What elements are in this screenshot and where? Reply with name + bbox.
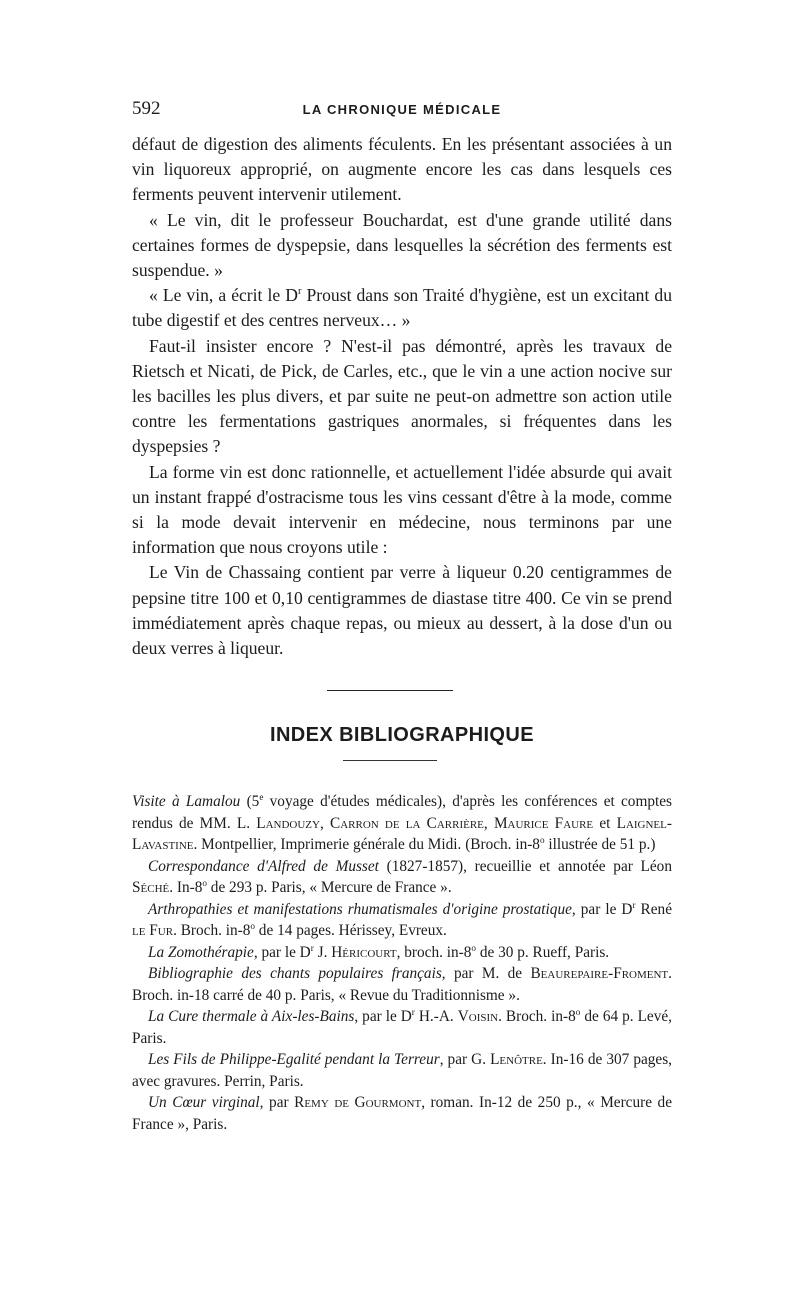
bibliography-entry: La Cure thermale à Aix-les-Bains, par le $D^r$ H.-A. Voisin. Broch. in-8$^o$ de 64 p. Levé, Paris. xyxy=(132,1007,672,1047)
entry-title: Visite à Lamalou xyxy=(132,793,241,811)
bibliography-entry: Bibliographie des chants populaires français, par M. de Beaurepaire-Froment. Broch. in-18 carré de 40 p. Paris, « Revue du Traditionnisme ». xyxy=(132,965,672,1004)
bibliography-list xyxy=(132,791,672,1135)
running-head: LA CHRONIQUE MÉDICALE xyxy=(302,102,502,117)
bibliography-entry: Un Cœur virginal, par Remy de Gourmont, roman. In-12 de 250 p., « Mercure de France », Paris. xyxy=(132,1094,672,1133)
entry-title: Un Cœur virginal xyxy=(148,1094,260,1112)
bibliography-entry: Correspondance d'Alfred de Musset (1827-1857), recueillie et annotée par Léon Séché. In-8$^o$ de 293 p. Paris, « Mercure de France ». xyxy=(132,857,672,897)
document-page xyxy=(132,98,672,1135)
section-divider xyxy=(327,690,453,691)
entry-title: Bibliographie des chants populaires français xyxy=(148,965,442,983)
paragraph: défaut de digestion des aliments féculents. En les présentant associées à un vin liquoreux approprié, on augmente encore les cas dans lesquels ces ferments peuvent intervenir utilement. xyxy=(132,134,672,205)
paragraph: Le Vin de Chassaing contient par verre à liqueur 0.20 centigrammes de pepsine titre 100 et 0,10 centigrammes de diastase titre 400. Ce vin se prend immédiatement après chaque repas, ou mieux au dessert, à la dose d'un ou deux verres à liqueur. xyxy=(132,562,672,659)
bibliography-entry: La Zomothérapie, par le $D^r$ J. Héricourt, broch. in-8$^o$ de 30 p. Rueff, Paris. xyxy=(148,942,610,961)
bibliography-entry: Arthropathies et manifestations rhumatismales d'origine prostatique, par le $D^r$ René le Fur. Broch. in-8$^o$ de 14 pages. Hérissey, Evreux. xyxy=(132,899,672,940)
paragraph: Faut-il insister encore ? N'est-il pas démontré, après les travaux de Rietsch et Nicati, de Pick, de Carles, etc., que le vin a une action nocive sur les bacilles les plus divers, et par suite ne peut-on admettre son action utile contre les fermentations gastriques anormales, si fréquentes dans les dyspepsies ? xyxy=(132,335,672,457)
entry-title: La Zomothérapie xyxy=(148,943,254,961)
bibliography-entry: Les Fils de Philippe-Egalité pendant la Terreur, par G. Lenôtre. In-16 de 307 pages, avec gravures. Perrin, Paris. xyxy=(132,1051,672,1090)
entry-title: La Cure thermale à Aix-les-Bains xyxy=(148,1008,355,1026)
section-title: INDEX BIBLIOGRAPHIQUE xyxy=(270,724,534,747)
paragraph: La forme vin est donc rationnelle, et actuellement l'idée absurde qui avait un instant frappé d'ostracisme tous les vins cessant d'être à la mode, comme si la mode devait intervenir en médecine, nous terminons par une information que nous croyons utile : xyxy=(132,461,672,558)
entry-title: Correspondance d'Alfred de Musset xyxy=(148,857,379,875)
bibliography-entry: Visite à Lamalou (5e voyage d'études médicales), d'après les conférences et comptes rendus de MM. L. Landouzy, Carron de la Carrière, Maurice Faure et Laignel-Lavastine. Montpellier, Imprimerie générale du Midi. (Broch. in-8$^o$ illustrée de 51 p.) xyxy=(132,792,672,854)
page-header xyxy=(132,98,672,132)
article-body xyxy=(132,132,672,661)
paragraph: « Le vin, dit le professeur Bouchardat, est d'une grande utilité dans certaines formes de dyspepsie, dans lesquelles la sécrétion des ferments est suspendue. » xyxy=(132,209,672,281)
title-underline xyxy=(343,760,437,761)
page-number: 592 xyxy=(132,98,161,119)
entry-title: Arthropathies et manifestations rhumatismales d'origine prostatique xyxy=(148,900,572,918)
paragraph: « Le vin, a écrit le $D^r$ Proust dans son Traité d'hygiène, est un excitant du tube digestif et des centres nerveux… » xyxy=(132,285,672,331)
entry-title: Les Fils de Philippe-Egalité pendant la Terreur xyxy=(148,1051,440,1069)
